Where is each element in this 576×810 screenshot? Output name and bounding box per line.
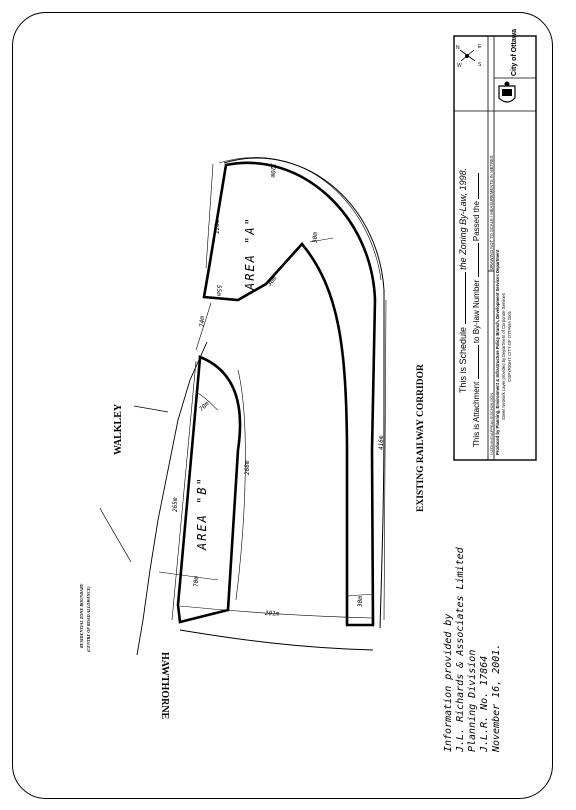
svg-text:E: E <box>478 44 482 50</box>
area-a-boundary <box>204 163 375 625</box>
info-line5: November 16, 2001. <box>491 643 502 752</box>
dim-30-bottom: 30m <box>357 596 364 607</box>
copyright: COPYRIGHT CITY OF OTTAWA 2001 <box>507 310 512 382</box>
scale-note: DRAWING NOT TO SCALE / MEASUREMENTS IN METRES <box>489 155 494 270</box>
info-line4: J.L.R. No. 17864 <box>479 655 490 752</box>
dim-265: 265m <box>172 497 179 512</box>
attachment-pre: This is Attachment <box>472 381 481 447</box>
dim-30-right: 30m <box>312 232 319 243</box>
attachment-line <box>472 173 481 447</box>
dim-120-top: 120m <box>269 163 276 178</box>
hawthorne-label: HAWTHORNE <box>159 652 170 720</box>
schedule-line <box>458 168 468 393</box>
schedule-bylaw: the Zoning By-Law, 1998. <box>458 167 468 270</box>
dim-74: 74m <box>199 316 206 327</box>
walkley-label: WALKLEY <box>113 403 124 455</box>
svg-text:N: N <box>456 45 460 51</box>
hawthorne-curve <box>180 630 373 650</box>
svg-text:S: S <box>478 62 482 68</box>
dim-30-inner: 30m <box>266 274 279 288</box>
attachment-mid: to By-law Number <box>472 279 481 344</box>
produced-by: Produced by Planning, Environment & Infrastructure Policy Branch, Development Services Department <box>495 249 500 455</box>
railway-label: EXISTING RAILWAY CORRIDOR <box>416 364 426 512</box>
info-credits <box>443 614 455 752</box>
area-a-label: AREA "A" <box>243 216 257 290</box>
dim-201: 201m <box>264 610 280 618</box>
city-crest-logo <box>499 82 515 103</box>
dim-120-left: 120m <box>214 219 221 234</box>
schedule-title: This is Schedule <box>458 326 468 393</box>
dim-70-top: 70m <box>198 400 211 413</box>
dim-55: 55m <box>215 285 222 296</box>
area-b-boundary <box>178 357 240 622</box>
info-line3: Planning Division <box>467 649 478 752</box>
info-line1: Information provided by <box>443 613 454 752</box>
svg-text:W: W <box>457 63 462 69</box>
street-network-note: Street Network Layer provided by Department of Corporate Services <box>501 293 506 420</box>
dim-268: 268m <box>244 460 251 475</box>
info-line2: J.L. Richards & Associates Limited <box>455 547 466 752</box>
dim-70-bottom: 70m <box>193 576 200 587</box>
boundary-label-line1: RESIDENTIAL ZONE BOUNDARY <box>79 583 84 648</box>
dim-416: 416m <box>378 435 385 450</box>
boundary-label-line2: (CENTRE OF ROAD ALLOWANCE) <box>86 586 91 652</box>
area-b-label: AREA "B" <box>195 476 209 550</box>
city-logo-text: City of Ottawa <box>511 28 518 76</box>
boundary-leader <box>100 403 168 562</box>
file-path: I:\ZONING\APPEALS\SCH25.DGN <box>489 392 494 455</box>
attachment-post: Passed the <box>472 201 481 242</box>
north-arrow-icon <box>456 44 482 69</box>
